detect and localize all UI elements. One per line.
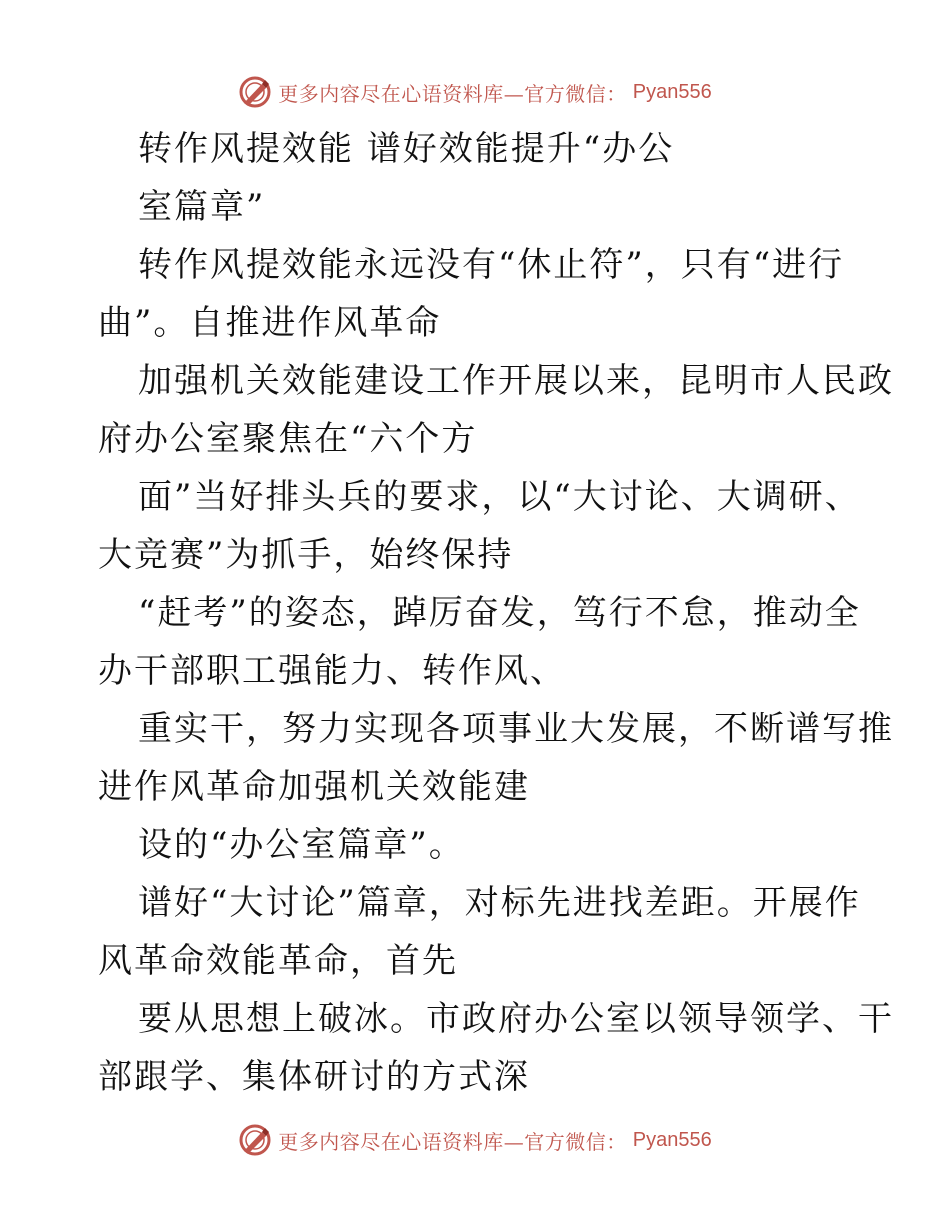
text-line: 风革命效能革命，首先 bbox=[98, 941, 458, 981]
text-line: 转作风提效能 谱好效能提升“办公 bbox=[138, 129, 675, 169]
text-line: 要从思想上破冰。市政府办公室以领导领学、干 bbox=[138, 999, 894, 1039]
watermark-account: Pyan556 bbox=[632, 80, 712, 103]
text-line: 设的“办公室篇章”。 bbox=[138, 825, 465, 865]
watermark-text: 更多内容尽在心语资料库—官方微信： bbox=[278, 1129, 627, 1154]
text-line: 曲”。自推进作风革命 bbox=[98, 303, 442, 343]
text-line: 转作风提效能永远没有“休止符”，只有“进行 bbox=[138, 245, 845, 285]
text-line: 大竞赛”为抓手，始终保持 bbox=[98, 535, 514, 575]
text-line: 重实干，努力实现各项事业大发展，不断谱写推 bbox=[138, 709, 894, 749]
text-line: 谱好“大讨论”篇章，对标先进找差距。开展作 bbox=[138, 883, 861, 923]
watermark-account: Pyan556 bbox=[632, 1128, 712, 1151]
text-line: 面”当好排头兵的要求，以“大讨论、大调研、 bbox=[138, 477, 861, 517]
pen-logo-icon bbox=[238, 75, 272, 109]
text-line: 进作风革命加强机关效能建 bbox=[98, 767, 530, 807]
text-line: 部跟学、集体研讨的方式深 bbox=[98, 1057, 530, 1097]
watermark-text: 更多内容尽在心语资料库—官方微信： bbox=[278, 81, 627, 106]
text-line: 办干部职工强能力、转作风、 bbox=[98, 651, 566, 691]
body-text bbox=[98, 120, 894, 1106]
text-line: “赶考”的姿态，踔厉奋发，笃行不怠，推动全 bbox=[138, 593, 861, 633]
text-line: 加强机关效能建设工作开展以来，昆明市人民政 bbox=[138, 361, 894, 401]
header-watermark bbox=[0, 72, 950, 112]
text-line: 府办公室聚焦在“六个方 bbox=[98, 419, 478, 459]
text-line: 室篇章” bbox=[138, 187, 266, 227]
footer-watermark bbox=[0, 1120, 950, 1160]
pen-logo-icon bbox=[238, 1123, 272, 1157]
